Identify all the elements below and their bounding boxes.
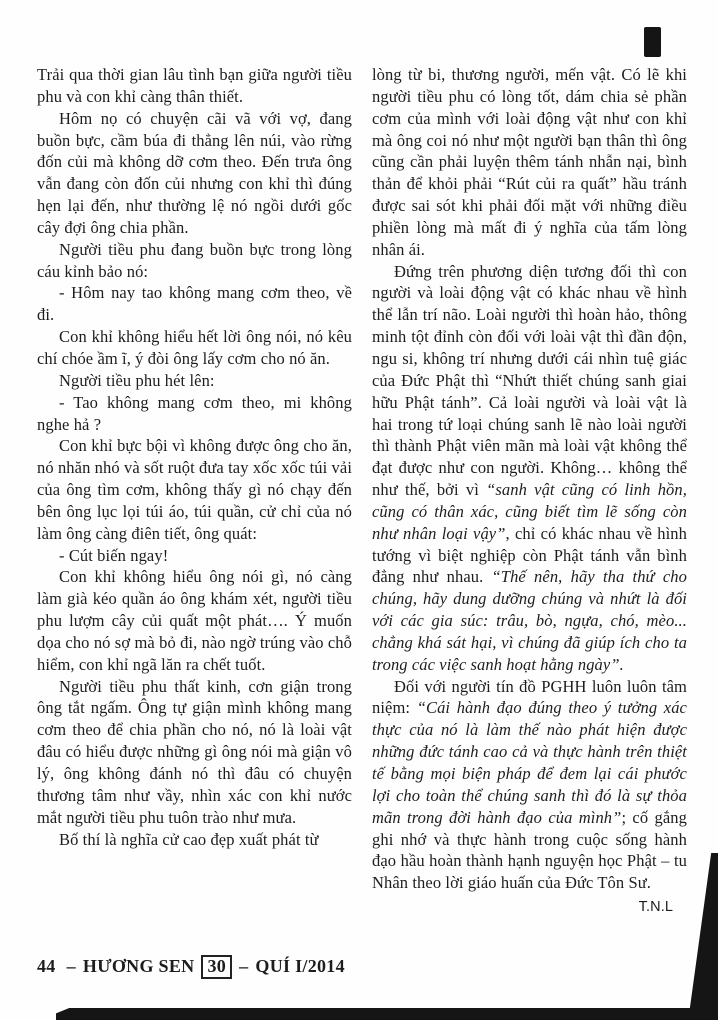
footer-issue-number-box: 30	[201, 955, 232, 979]
article-paragraph	[37, 435, 352, 544]
footer-dash-left: –	[66, 956, 76, 977]
quoted-italic-text: “Thế nên, hãy tha thứ cho chúng, hãy dung dưỡng chúng và nhứt là đối với các gia súc: trâu, bò, ngựa, chó, mèo... chẳng khá sát hại, vì chúng đã giúp ích cho ta trong các việc sanh hoạt hằng ngày”.	[372, 567, 687, 674]
scan-artifact-bottom-edge	[56, 1008, 718, 1020]
article-paragraph	[37, 545, 352, 567]
body-text: Hôm nọ có chuyện cãi vã với vợ, đang buồn bực, cầm búa đi thẳng lên núi, vào rừng đốn củi mà không dỡ cơm theo. Đến trưa ông vẫn đang còn đốn củi nhưng con khỉ thì đúng hẹn lại đến, như thường lệ nó ngồi dưới gốc cây đợi ông chia phần.	[37, 108, 352, 237]
quoted-italic-text: “sanh vật cũng có linh hồn, cũng có thân xác, cũng biết tìm lẽ sống còn như nhân loại vậy”	[372, 480, 687, 543]
body-text: Đứng trên phương diện tương đối thì con người và loài động vật có khác nhau về hình thể lẫn trí não. Loài người thì hoàn hảo, thông minh tột đỉnh còn đối với loài vật thì đần độn, ngu si, không trí nhưng dưới cái nhìn tuệ giác của Đức Phật thì “Nhứt thiết chúng sanh giai hữu Phật tánh”. Cả loài người và loài vật là hai trong tứ loại chúng sanh lẽ nào loài người thì thành Phật viên mãn mà loài vật không thể đạt được như con người. Không… không thể như thế, bởi vì	[372, 261, 687, 500]
article-paragraph	[37, 239, 352, 283]
article-paragraph	[37, 370, 352, 392]
article-paragraph	[37, 829, 352, 851]
body-text: T.N.L	[638, 899, 673, 916]
footer-dash-right: –	[239, 956, 249, 977]
body-text: Con khỉ không hiểu ông nói gì, nó càng làm già kéo quần áo ông khám xét, người tiều phu lượm cây củi quất một phát…. Ý muốn dọa cho nó sợ mà bỏ đi, nào ngờ trúng vào chỗ hiểm, con khỉ ngã lăn ra chết tuốt.	[37, 567, 352, 674]
body-text: lòng từ bi, thương người, mến vật. Có lẽ khi người tiều phu có lòng tốt, dám chia sẻ phần cơm của mình với loài động vật như con khỉ mà ông coi nó như một người bạn thân thì ông cũng cần phải luyện thêm tánh nhẫn nại, bình thản để khỏi phải “Rút củi ra quất” hầu tránh được sai sót khi phải đối mặt với những điều phiền lòng mà mất đi ý nghĩa của tấm lòng nhân ái.	[372, 65, 687, 259]
article-paragraph	[372, 261, 687, 676]
author-byline	[372, 897, 687, 919]
article-paragraph	[372, 676, 687, 894]
footer-magazine-title: HƯƠNG SEN	[82, 956, 195, 977]
body-text: Người tiều phu thất kinh, cơn giận trong ông tắt ngấm. Ông tự giận mình không mang cơm theo để chia phần cho nó, nó là loài vật đâu có hiểu được những gì ông nói mà giận vô lý, ông không đánh nó thì đâu có chuyện thương tâm như vầy, nhìn xác con khỉ nước mắt người tiều phu tuôn trào như mưa.	[37, 676, 352, 827]
body-text: , chỉ có khác nhau về hình tướng vì biệt nghiệp còn Phật tánh vẫn bình đẳng như nhau.	[372, 523, 687, 587]
scan-artifact-top-right	[644, 27, 661, 57]
scan-artifact-bottom-right	[687, 853, 718, 1020]
article-body	[37, 64, 687, 919]
article-paragraph	[37, 326, 352, 370]
article-paragraph	[37, 392, 352, 436]
quoted-italic-text: “Cái hành đạo đúng theo ý tưởng xác thực của nó là làm thế nào phát hiện được những đức tánh cao cả và thực hành trên thiệt tế bằng mọi biện pháp để đem lại cái phước lợi cho toàn thể chúng sanh thì đó là sự thỏa mãn trong đời hành đạo của mình”	[372, 698, 687, 827]
article-paragraph	[37, 64, 352, 108]
page-footer	[37, 955, 345, 979]
body-text: - Cút biến ngay!	[59, 545, 169, 565]
footer-page-number: 44	[37, 956, 56, 977]
article-paragraph	[372, 64, 687, 261]
article-paragraph	[37, 566, 352, 675]
body-text: Trải qua thời gian lâu tình bạn giữa người tiều phu và con khỉ càng thân thiết.	[37, 65, 352, 106]
footer-period: QUÍ I/2014	[255, 956, 345, 977]
body-text: Bố thí là nghĩa cử cao đẹp xuất phát từ	[59, 829, 319, 849]
body-text: Người tiều phu đang buồn bực trong lòng cáu kỉnh bảo nó:	[37, 239, 352, 281]
article-paragraph	[37, 676, 352, 829]
right-column	[372, 64, 687, 919]
body-text: Người tiều phu hét lên:	[59, 370, 215, 390]
body-text: Đối với người tín đồ PGHH luôn luôn tâm niệm:	[372, 676, 687, 718]
body-text: Con khỉ bực bội vì không được ông cho ăn, nó nhăn nhó và sốt ruột đưa tay xốc xốc túi vải của ông tìm cơm, không thấy gì nó chạy đến bên ông lục lọi túi áo, túi quần, cử chỉ của nó làm ông càng điên tiết, ông quát:	[37, 436, 352, 543]
left-column	[37, 64, 352, 919]
body-text: - Hôm nay tao không mang cơm theo, về đi.	[37, 283, 352, 325]
body-text: Con khỉ không hiểu hết lời ông nói, nó kêu chí chóe ầm ĩ, ý đòi ông lấy cơm cho nó ăn.	[37, 327, 352, 368]
article-paragraph	[37, 108, 352, 239]
article-paragraph	[37, 282, 352, 326]
body-text: - Tao không mang cơm theo, mi không nghe hả ?	[37, 392, 352, 434]
body-text: ; cố gắng ghi nhớ và thực hành trong cuộc sống hành đạo hầu hoàn thành hạnh nguyện học Phật – tu Nhân theo lời giáo huấn của Đức Tôn Sư.	[372, 807, 687, 893]
